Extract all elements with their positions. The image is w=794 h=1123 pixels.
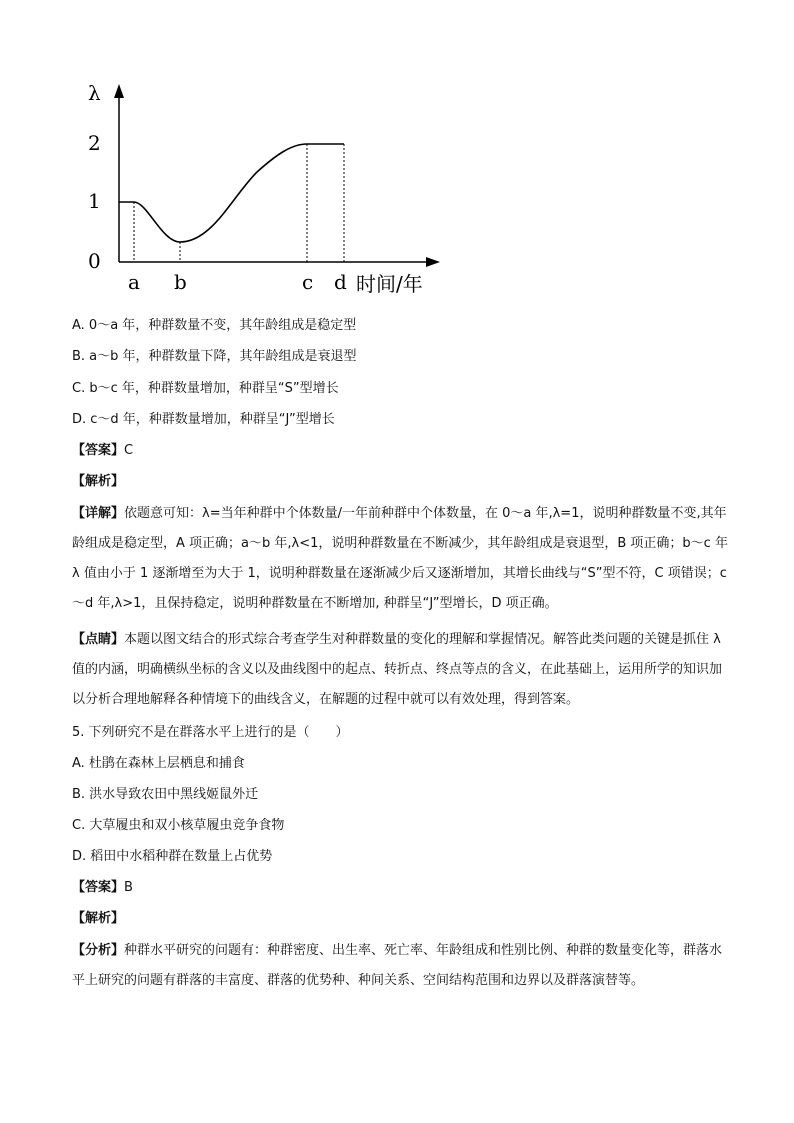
x-tick-c: c bbox=[302, 270, 314, 294]
q4-answer-value: C bbox=[124, 443, 134, 458]
q4-answer-label: 【答案】 bbox=[72, 443, 125, 458]
q4-option-a: A. 0～a 年，种群数量不变，其年龄组成是稳定型 bbox=[72, 318, 357, 333]
y-tick-2: 2 bbox=[88, 131, 101, 155]
lambda-curve bbox=[119, 144, 344, 242]
x-tick-d: d bbox=[334, 270, 347, 294]
q4-comment bbox=[72, 625, 732, 715]
q4-option-d: D. c～d 年，种群数量增加，种群呈“J”型增长 bbox=[72, 412, 335, 427]
q5-option-d: D. 稻田中水稻种群在数量上占优势 bbox=[72, 849, 273, 864]
q4-option-b: B. a～b 年，种群数量下降，其年龄组成是衰退型 bbox=[72, 349, 357, 364]
x-axis-arrow bbox=[426, 257, 440, 267]
q5-analyze bbox=[72, 936, 732, 996]
lambda-curve-svg bbox=[72, 72, 452, 302]
q5-analysis-label: 【解析】 bbox=[72, 911, 125, 926]
q5-answer-value: B bbox=[124, 880, 133, 895]
q5-option-a: A. 杜鹃在森林上层栖息和捕食 bbox=[72, 756, 245, 771]
q4-detail-label: 【详解】 bbox=[72, 506, 125, 521]
x-tick-b: b bbox=[174, 270, 187, 294]
q4-detail-text: 依题意可知：λ=当年种群中个体数量/一年前种群中个体数量，在 0～a 年,λ=1，说明种群数量不变,其年龄组成是稳定型，A 项正确；a～b 年,λ<1，说明种群数量在不断减少，其年龄组成是衰退型，B 项正确；b～c 年λ 值由小于 1 逐渐增至为大于 1，说明种群数量在逐渐减少后又逐渐增加，其增长曲线与“S”型不符，C 项错误；c～d 年,λ>1，且保持稳定，说明种群数量在不断增加, 种群呈“J”型增长，D 项正确。 bbox=[72, 506, 728, 611]
x-tick-a: a bbox=[128, 270, 140, 294]
y-axis-label: λ bbox=[88, 81, 101, 105]
q5-option-b: B. 洪水导致农田中黑线姬鼠外迁 bbox=[72, 787, 259, 802]
q5-analyze-label: 【分析】 bbox=[72, 943, 125, 958]
lambda-curve-figure bbox=[72, 72, 452, 302]
y-tick-0: 0 bbox=[88, 249, 101, 273]
q4-comment-text: 本题以图文结合的形式综合考查学生对种群数量的变化的理解和掌握情况。解答此类问题的关键是抓住 λ 值的内涵，明确横纵坐标的含义以及曲线图中的起点、转折点、终点等点的含义，在此基础上，运用所学的知识加以分析合理地解释各种情境下的曲线含义，在解题的过程中就可以有效处理，得到答案。 bbox=[72, 632, 723, 707]
q5-analyze-text: 种群水平研究的问题有：种群密度、出生率、死亡率、年龄组成和性别比例、种群的数量变化等，群落水平上研究的问题有群落的丰富度、群落的优势种、种间关系、空间结构范围和边界以及群落演替等。 bbox=[72, 943, 723, 988]
q5-stem: 5. 下列研究不是在群落水平上进行的是（ ） bbox=[72, 725, 349, 740]
q5-answer bbox=[72, 879, 133, 897]
x-axis-label: 时间/年 bbox=[356, 272, 423, 296]
q4-comment-label: 【点睛】 bbox=[72, 632, 125, 647]
q4-answer bbox=[72, 442, 133, 460]
q5-answer-label: 【答案】 bbox=[72, 880, 125, 895]
y-axis-arrow bbox=[114, 84, 124, 98]
q5-option-c: C. 大草履虫和双小核草履虫竞争食物 bbox=[72, 818, 285, 833]
q4-analysis-label: 【解析】 bbox=[72, 474, 125, 489]
q4-detail bbox=[72, 499, 732, 619]
q4-option-c: C. b～c 年，种群数量增加，种群呈“S”型增长 bbox=[72, 381, 339, 396]
y-tick-1: 1 bbox=[88, 189, 101, 213]
